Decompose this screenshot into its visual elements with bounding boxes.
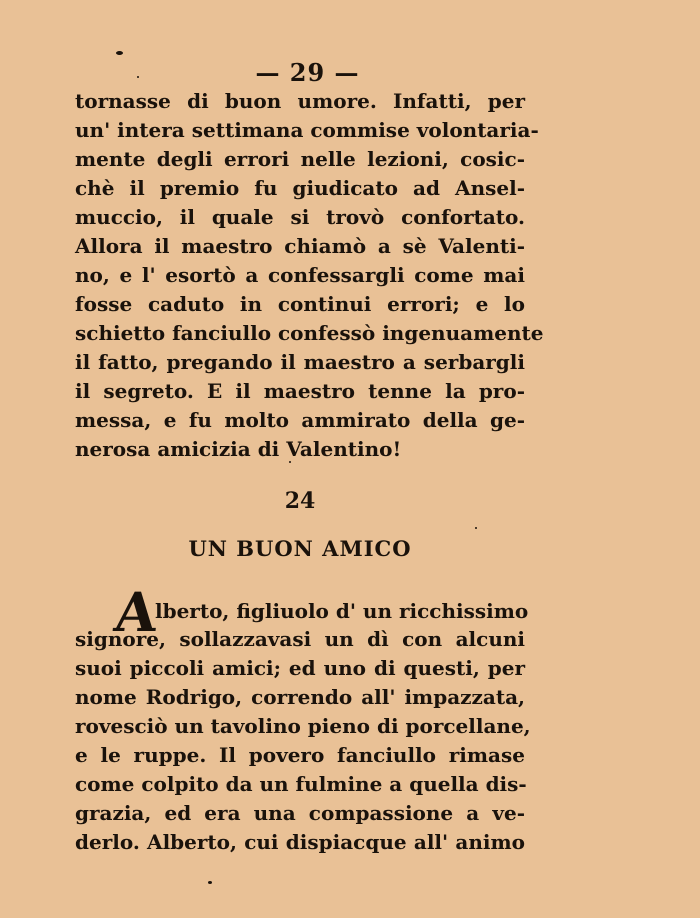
drop-cap: A: [111, 580, 161, 644]
text-line: nerosa amicizia di Valentino!: [75, 437, 402, 461]
text-line: e le ruppe. Il povero fanciullo rimase: [75, 743, 525, 767]
text-line: fosse caduto in continui errori; e lo: [75, 292, 525, 316]
print-speck: [475, 527, 477, 529]
text-line: Allora il maestro chiamò a sè Valenti-: [75, 234, 525, 258]
text-line: chè il premio fu giudicato ad Ansel-: [75, 176, 525, 200]
text-line: rovesciò un tavolino pieno di porcellane,: [75, 714, 531, 738]
text-line: nome Rodrigo, correndo all' impazzata,: [75, 685, 525, 709]
text-line: schietto fanciullo confessò ingenuamente: [75, 321, 544, 345]
text-line: il fatto, pregando il maestro a serbargli: [75, 350, 525, 374]
text-line: grazia, ed era una compassione a ve-: [75, 801, 525, 825]
print-speck: [116, 51, 123, 55]
text-line: messa, e fu molto ammirato della ge-: [75, 408, 525, 432]
continued-story-text: [75, 86, 544, 476]
text-line: il segreto. E il maestro tenne la pro-: [75, 379, 525, 403]
section-number: 24: [284, 488, 316, 514]
text-line: mente degli errori nelle lezioni, cosic-: [75, 147, 525, 171]
story-text: [75, 596, 531, 866]
page-number: — 29 —: [255, 58, 360, 87]
text-line: no, e l' esortò a confessargli come mai: [75, 263, 525, 287]
text-line: derlo. Alberto, cui dispiacque all' animo: [75, 830, 525, 854]
section-title: UN BUON AMICO: [188, 536, 412, 561]
text-line: muccio, il quale si trovò confortato.: [75, 205, 525, 229]
text-line: un' intera settimana commise volontaria-: [75, 118, 539, 142]
print-speck: [137, 76, 139, 78]
text-line: suoi piccoli amici; ed uno di questi, per: [75, 656, 525, 680]
print-speck: [208, 881, 212, 884]
text-line: come colpito da un fulmine a quella dis-: [75, 772, 527, 796]
text-line: tornasse di buon umore. Infatti, per: [75, 89, 525, 113]
text-line: lberto, figliuolo d' un ricchissimo: [155, 599, 529, 623]
text-line: signore, sollazzavasi un dì con alcuni: [75, 627, 525, 651]
